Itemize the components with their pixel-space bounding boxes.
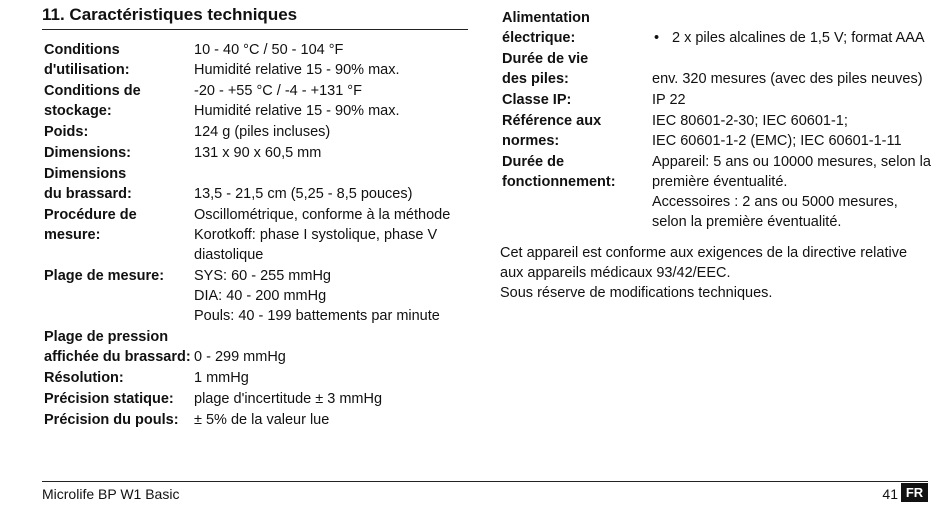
- spec-values: [194, 368, 249, 388]
- spec-row: [44, 122, 470, 142]
- spec-row: [44, 143, 470, 163]
- spec-label-line: Dimensions:: [44, 145, 132, 161]
- spec-value-line: première éventualité.: [652, 174, 788, 190]
- spec-label-line: Référence aux: [502, 113, 602, 129]
- spec-label-line: stockage:: [44, 103, 112, 119]
- spec-label-line: électrique:: [502, 30, 576, 46]
- spec-value-line: diastolique: [194, 247, 264, 263]
- spec-value-line: Korotkoff: phase I systolique, phase V: [194, 227, 438, 243]
- bullet-icon: •: [654, 30, 660, 46]
- spec-label-line: d'utilisation:: [44, 62, 130, 78]
- spec-label: [44, 122, 194, 142]
- spec-value-line: 1 mmHg: [194, 370, 249, 386]
- spec-label: [44, 410, 194, 430]
- spec-value-line: DIA: 40 - 200 mmHg: [194, 288, 327, 304]
- spec-row: [44, 368, 470, 388]
- language-badge: FR: [901, 483, 928, 502]
- spec-row: [44, 205, 470, 265]
- spec-label-line: Précision statique:: [44, 391, 174, 407]
- spec-label-line: Plage de mesure:: [44, 268, 165, 284]
- spec-row: [502, 90, 932, 110]
- spec-label: [502, 49, 652, 89]
- spec-row: [44, 410, 470, 430]
- spec-values: [652, 152, 931, 232]
- spec-row: [502, 111, 932, 151]
- specs-left-column: [44, 40, 470, 431]
- spec-values: [194, 81, 400, 121]
- spec-label: [44, 143, 194, 163]
- spec-label: [44, 327, 194, 367]
- spec-label: [44, 368, 194, 388]
- spec-values: [652, 90, 686, 110]
- spec-label-line: normes:: [502, 133, 560, 149]
- compliance-note: [500, 243, 930, 303]
- spec-values: [194, 266, 440, 326]
- spec-label: [502, 8, 652, 48]
- spec-label: [44, 164, 194, 204]
- spec-values: [194, 389, 382, 409]
- spec-value-line: selon la première éventualité.: [652, 214, 842, 230]
- spec-row: [44, 327, 470, 367]
- spec-label: [44, 81, 194, 121]
- spec-label-line: mesure:: [44, 227, 101, 243]
- spec-label-line: Plage de pression: [44, 329, 169, 345]
- spec-value-line: Humidité relative 15 - 90% max.: [194, 62, 400, 78]
- spec-label-line: Dimensions: [44, 166, 127, 182]
- spec-value-line: 0 - 299 mmHg: [194, 349, 286, 365]
- spec-values: [194, 327, 286, 367]
- spec-row: [44, 40, 470, 80]
- spec-values: [652, 49, 923, 89]
- footer-divider: [42, 481, 928, 482]
- spec-value-line: SYS: 60 - 255 mmHg: [194, 268, 331, 284]
- spec-label-line: du brassard:: [44, 186, 132, 202]
- spec-values: [194, 143, 321, 163]
- spec-label-line: Durée de vie: [502, 51, 589, 67]
- spec-value-line: 13,5 - 21,5 cm (5,25 - 8,5 pouces): [194, 186, 413, 202]
- note-line: aux appareils médicaux 93/42/EEC.: [500, 265, 731, 281]
- spec-values: [194, 410, 329, 430]
- spec-label-line: fonctionnement:: [502, 174, 616, 190]
- spec-label: [502, 152, 652, 232]
- spec-row: [44, 266, 470, 326]
- spec-values: [194, 40, 400, 80]
- section-heading: 11. Caractéristiques techniques: [42, 4, 468, 30]
- spec-label-line: Conditions de: [44, 83, 141, 99]
- spec-label-line: Poids:: [44, 124, 89, 140]
- spec-value-line: IEC 80601-2-30; IEC 60601-1;: [652, 113, 848, 129]
- note-line: Cet appareil est conforme aux exigences de la directive relative: [500, 245, 908, 261]
- spec-row: [502, 8, 932, 48]
- spec-label: [502, 90, 652, 110]
- spec-value-line: IP 22: [652, 92, 686, 108]
- page-number: 41: [882, 486, 898, 502]
- spec-values: [194, 164, 412, 204]
- spec-value-line: plage d'incertitude ± 3 mmHg: [194, 391, 383, 407]
- spec-label: [44, 205, 194, 265]
- bullet-line: [652, 28, 925, 48]
- spec-row: [502, 152, 932, 232]
- spec-label-line: Classe IP:: [502, 92, 572, 108]
- spec-label: [44, 266, 194, 326]
- spec-value-line: Appareil: 5 ans ou 10000 mesures, selon la: [652, 154, 931, 170]
- spec-value-line: env. 320 mesures (avec des piles neuves): [652, 71, 923, 87]
- spec-value-line: IEC 60601-1-2 (EMC); IEC 60601-1-11: [652, 133, 902, 149]
- spec-label-line: Précision du pouls:: [44, 412, 179, 428]
- spec-label-line: Alimentation: [502, 10, 590, 26]
- spec-value-line: 2 x piles alcalines de 1,5 V; format AAA: [672, 30, 925, 46]
- spec-label-line: Procédure de: [44, 207, 137, 223]
- spec-value-line: -20 - +55 °C / -4 - +131 °F: [194, 83, 362, 99]
- spec-values: [652, 8, 925, 48]
- spec-values: [194, 205, 450, 265]
- spec-value-line: ± 5% de la valeur lue: [194, 412, 330, 428]
- spec-row: [44, 164, 470, 204]
- note-line: Sous réserve de modifications techniques.: [500, 285, 773, 301]
- spec-value-line: Humidité relative 15 - 90% max.: [194, 103, 400, 119]
- spec-row: [44, 81, 470, 121]
- spec-value-line: 10 - 40 °C / 50 - 104 °F: [194, 42, 344, 58]
- spec-value-line: Pouls: 40 - 199 battements par minute: [194, 308, 440, 324]
- spec-value-line: 131 x 90 x 60,5 mm: [194, 145, 322, 161]
- spec-label-line: des piles:: [502, 71, 569, 87]
- spec-label: [502, 111, 652, 151]
- spec-value-line: 124 g (piles incluses): [194, 124, 331, 140]
- spec-row: [44, 389, 470, 409]
- spec-values: [194, 122, 330, 142]
- specs-right-column: [502, 8, 932, 233]
- spec-label-line: Durée de: [502, 154, 565, 170]
- spec-value-line: Oscillométrique, conforme à la méthode: [194, 207, 451, 223]
- spec-values: [652, 111, 902, 151]
- spec-label-line: Conditions: [44, 42, 120, 58]
- spec-label-line: Résolution:: [44, 370, 124, 386]
- spec-label: [44, 40, 194, 80]
- spec-value-line: Accessoires : 2 ans ou 5000 mesures,: [652, 194, 898, 210]
- spec-row: [502, 49, 932, 89]
- spec-label-line: affichée du brassard:: [44, 349, 191, 365]
- footer-model-name: Microlife BP W1 Basic: [42, 486, 180, 502]
- spec-label: [44, 389, 194, 409]
